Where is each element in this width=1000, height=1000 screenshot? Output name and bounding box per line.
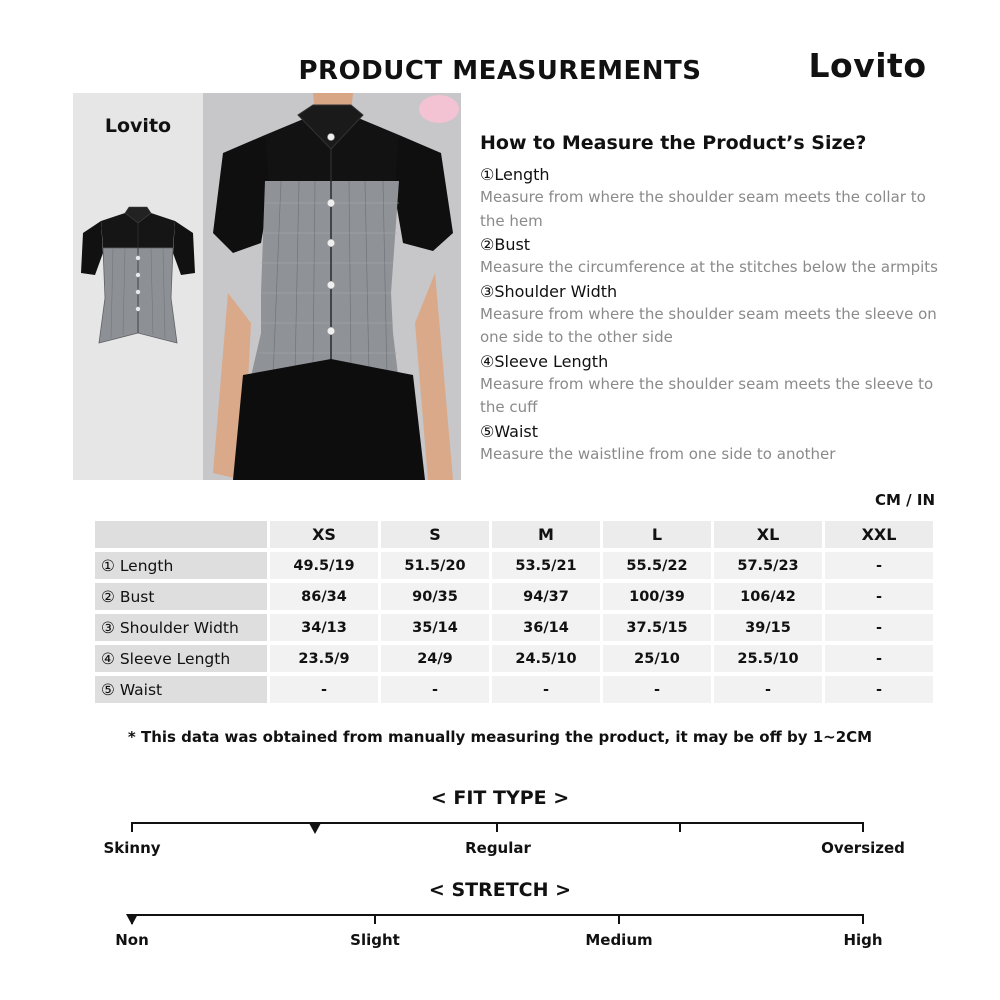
fit-type-tick bbox=[131, 822, 133, 832]
stretch-tick bbox=[374, 914, 376, 924]
measurement-note: * This data was obtained from manually measuring the product, it may be off by 1~2CM bbox=[127, 728, 873, 746]
guide-item-shoulder-width bbox=[480, 281, 950, 350]
table-cell: - bbox=[381, 676, 489, 703]
guide-heading: ①Length bbox=[480, 165, 550, 184]
table-cell: 100/39 bbox=[603, 583, 711, 610]
table-row bbox=[95, 645, 933, 672]
table-row bbox=[95, 614, 933, 641]
table-cell: - bbox=[825, 552, 933, 579]
fit-type-title: < FIT TYPE > bbox=[430, 787, 570, 809]
size-header: M bbox=[492, 521, 600, 548]
table-cell: - bbox=[825, 583, 933, 610]
fit-type-label-skinny: Skinny bbox=[103, 839, 161, 857]
guide-title: How to Measure the Product’s Size? bbox=[480, 132, 867, 154]
table-header-row bbox=[95, 521, 933, 548]
row-label: ① Length bbox=[95, 552, 267, 579]
guide-description: Measure the waistline from one side to another bbox=[480, 444, 836, 463]
measuring-guide bbox=[480, 132, 950, 467]
fit-type-label-regular: Regular bbox=[465, 839, 531, 857]
stretch-label-high: High bbox=[843, 931, 883, 949]
stretch-tick bbox=[862, 914, 864, 924]
table-cell: 24.5/10 bbox=[492, 645, 600, 672]
fit-type-tick bbox=[496, 822, 498, 832]
table-cell: 25/10 bbox=[603, 645, 711, 672]
model-photo bbox=[203, 93, 461, 480]
guide-heading: ②Bust bbox=[480, 235, 531, 254]
guide-item-bust bbox=[480, 234, 950, 280]
guide-heading: ④Sleeve Length bbox=[480, 351, 609, 371]
guide-item-waist bbox=[480, 421, 950, 467]
row-label: ③ Shoulder Width bbox=[95, 614, 267, 641]
table-cell: - bbox=[825, 645, 933, 672]
guide-description: Measure from where the shoulder seam meets the sleeve to the cuff bbox=[480, 374, 934, 416]
guide-description: Measure from where the shoulder seam meets the collar to the hem bbox=[480, 188, 926, 230]
guide-heading: ⑤Waist bbox=[480, 421, 538, 441]
table-cell: 24/9 bbox=[381, 645, 489, 672]
table-row bbox=[95, 583, 933, 610]
brand-logo: Lovito bbox=[808, 46, 927, 85]
stretch-marker bbox=[126, 914, 138, 925]
fit-type-tick bbox=[679, 822, 681, 832]
size-header: S bbox=[381, 521, 489, 548]
table-row bbox=[95, 676, 933, 703]
table-cell: 90/35 bbox=[381, 583, 489, 610]
size-table bbox=[92, 517, 936, 707]
row-label: ⑤ Waist bbox=[95, 676, 267, 703]
fit-type-tick bbox=[862, 822, 864, 832]
guide-description: Measure from where the shoulder seam meets the sleeve on one side to the other side bbox=[480, 304, 937, 346]
guide-description: Measure the circumference at the stitches below the armpits bbox=[480, 258, 938, 276]
table-cell: 55.5/22 bbox=[603, 552, 711, 579]
table-cell: 106/42 bbox=[714, 583, 822, 610]
row-label: ② Bust bbox=[95, 583, 267, 610]
table-cell: 34/13 bbox=[270, 614, 378, 641]
table-cell: - bbox=[492, 676, 600, 703]
row-label: ④ Sleeve Length bbox=[95, 645, 267, 672]
table-cell: 37.5/15 bbox=[603, 614, 711, 641]
table-cell: 51.5/20 bbox=[381, 552, 489, 579]
table-cell: 36/14 bbox=[492, 614, 600, 641]
guide-item-sleeve-length bbox=[480, 351, 950, 420]
table-row bbox=[95, 552, 933, 579]
table-cell: - bbox=[603, 676, 711, 703]
guide-heading: ③Shoulder Width bbox=[480, 281, 618, 301]
fit-type-label-oversized: Oversized bbox=[821, 839, 905, 857]
table-cell: 35/14 bbox=[381, 614, 489, 641]
stretch-label-non: Non bbox=[115, 931, 149, 949]
table-cell: 25.5/10 bbox=[714, 645, 822, 672]
stretch-tick bbox=[618, 914, 620, 924]
table-cell: 94/37 bbox=[492, 583, 600, 610]
stretch-line bbox=[131, 914, 864, 916]
size-header: XXL bbox=[825, 521, 933, 548]
size-header: L bbox=[603, 521, 711, 548]
flat-product-image bbox=[73, 93, 203, 480]
table-cell: 23.5/9 bbox=[270, 645, 378, 672]
size-header: XL bbox=[714, 521, 822, 548]
table-cell: 86/34 bbox=[270, 583, 378, 610]
table-corner-cell bbox=[95, 521, 267, 548]
table-cell: - bbox=[714, 676, 822, 703]
table-cell: - bbox=[270, 676, 378, 703]
flat-garment-illustration bbox=[73, 203, 203, 363]
table-cell: 53.5/21 bbox=[492, 552, 600, 579]
table-cell: - bbox=[825, 676, 933, 703]
flat-image-brand: Lovito bbox=[104, 115, 172, 137]
stretch-title: < STRETCH > bbox=[428, 879, 572, 901]
size-header: XS bbox=[270, 521, 378, 548]
table-cell: 57.5/23 bbox=[714, 552, 822, 579]
fit-type-marker bbox=[309, 823, 321, 834]
unit-label: CM / IN bbox=[875, 491, 935, 509]
stretch-label-medium: Medium bbox=[585, 931, 653, 949]
stretch-label-slight: Slight bbox=[350, 931, 400, 949]
guide-item-length bbox=[480, 164, 950, 233]
table-cell: 49.5/19 bbox=[270, 552, 378, 579]
table-cell: 39/15 bbox=[714, 614, 822, 641]
page-title: PRODUCT MEASUREMENTS bbox=[298, 56, 702, 86]
table-cell: - bbox=[825, 614, 933, 641]
